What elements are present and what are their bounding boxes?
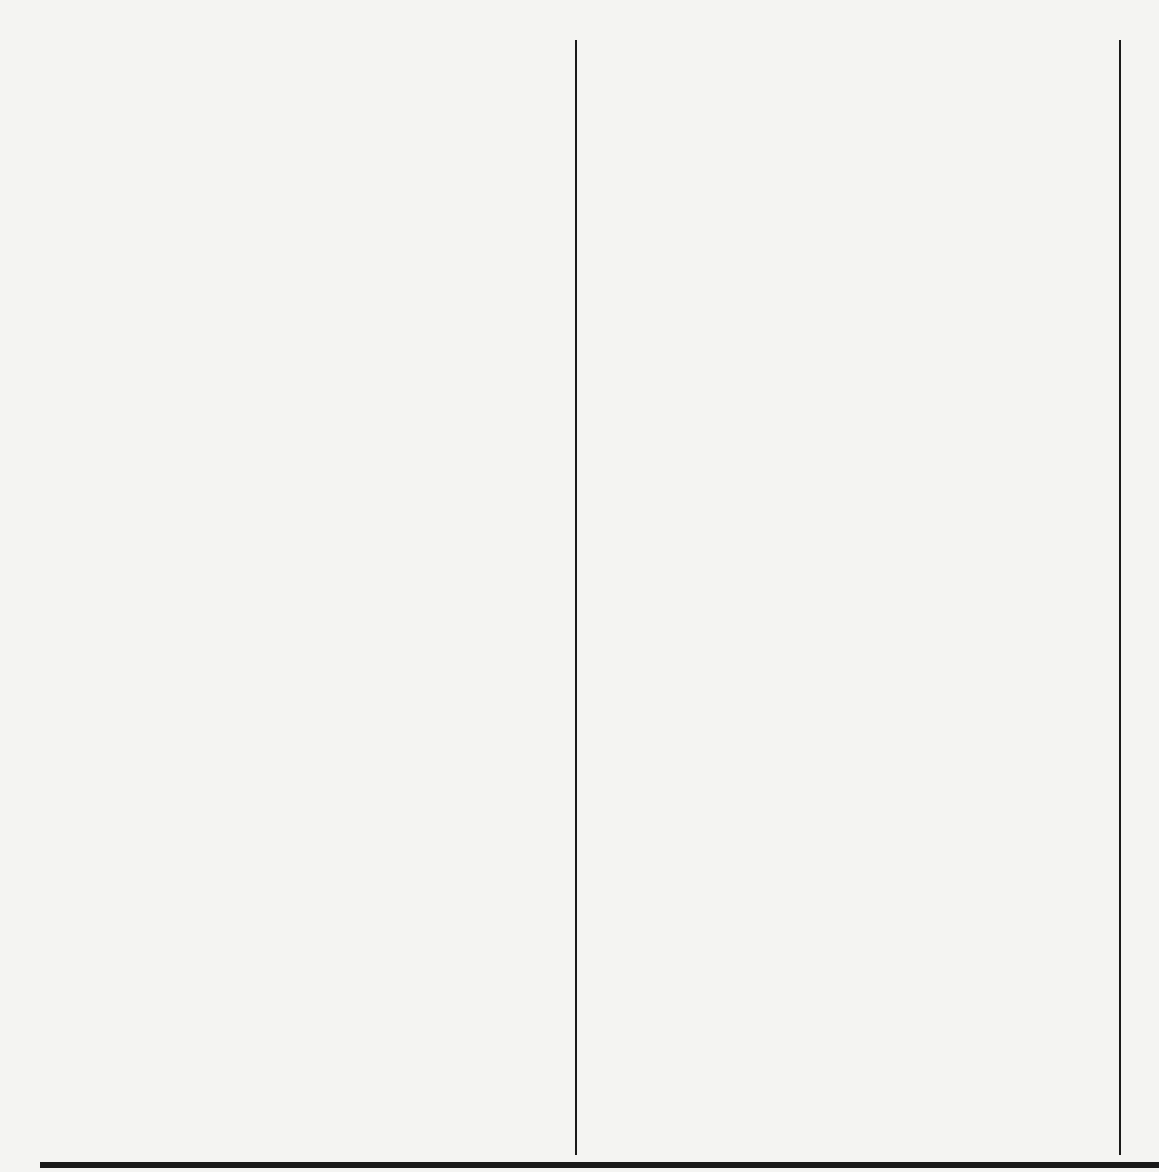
column-2 <box>586 34 1113 89</box>
column-1 <box>42 34 568 61</box>
spacer <box>42 34 568 61</box>
column-divider <box>1119 40 1121 1155</box>
bottom-rule <box>40 1162 1159 1168</box>
spacer <box>586 34 1113 61</box>
column-divider <box>575 40 577 1155</box>
headline-fragment <box>250 0 1150 32</box>
spacer <box>586 61 1113 88</box>
